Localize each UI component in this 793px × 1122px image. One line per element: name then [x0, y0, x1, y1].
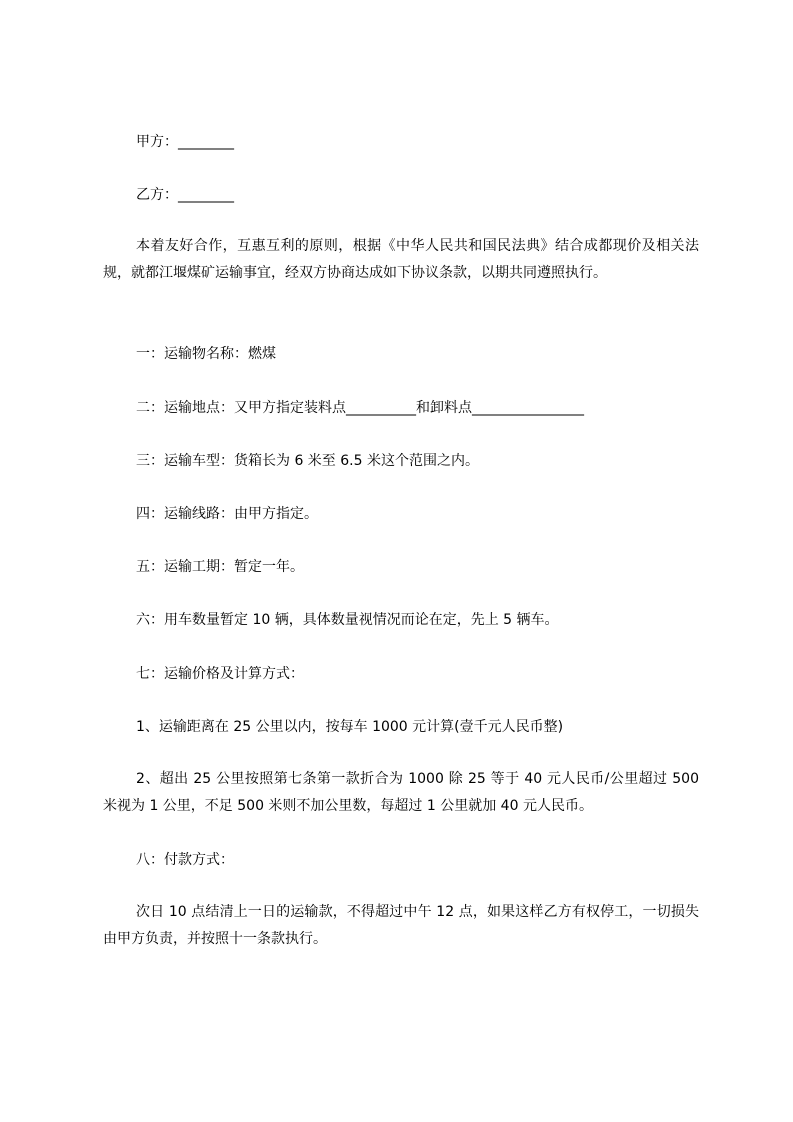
clause-6: 六：用车数量暂定 10 辆，具体数量视情况而论在定，先上 5 辆车。 [136, 612, 559, 628]
unloading-point-blank: ________________ [472, 400, 584, 416]
party-a-line [136, 133, 234, 151]
clause-2-text-a: 二：运输地点：又甲方指定装料点 [136, 400, 346, 416]
intro-paragraph: 本着友好合作，互惠互利的原则，根据《中华人民共和国民法典》结合成都现价及相关法规，就都江堰煤矿运输事宜，经双方协商达成如下协议条款，以期共同遵照执行。 [103, 238, 699, 281]
clause-2 [136, 399, 584, 417]
clause-8-item-1: 次日 10 点结清上一日的运输款，不得超过中午 12 点，如果这样乙方有权停工，一切损失由甲方负责，并按照十一条款执行。 [103, 904, 699, 947]
clause-8: 八：付款方式： [136, 852, 234, 868]
clause-4: 四：运输线路：由甲方指定。 [136, 506, 318, 522]
party-b-label: 乙方： [136, 187, 178, 203]
clause-7: 七：运输价格及计算方式： [136, 666, 304, 682]
clause-1: 一：运输物名称：燃煤 [136, 346, 276, 362]
clause-2-text-b: 和卸料点 [416, 400, 472, 416]
clause-7-item-1: 1、运输距离在 25 公里以内，按每车 1000 元计算(壹千元人民币整) [136, 719, 564, 735]
clause-7-item-2: 2、超出 25 公里按照第七条第一款折合为 1000 除 25 等于 40 元人民币/公里超过 500 米视为 1 公里，不足 500 米则不加公里数，每超过 1 公里就加 40 元人民币。 [103, 771, 699, 814]
party-b-line [136, 186, 234, 204]
party-a-label: 甲方： [136, 134, 178, 150]
loading-point-blank: __________ [346, 400, 416, 416]
party-a-blank: ________ [178, 134, 234, 150]
clause-3: 三：运输车型：货箱长为 6 米至 6.5 米这个范围之内。 [136, 453, 479, 469]
party-b-blank: ________ [178, 187, 234, 203]
clause-5: 五：运输工期：暂定一年。 [136, 559, 304, 575]
